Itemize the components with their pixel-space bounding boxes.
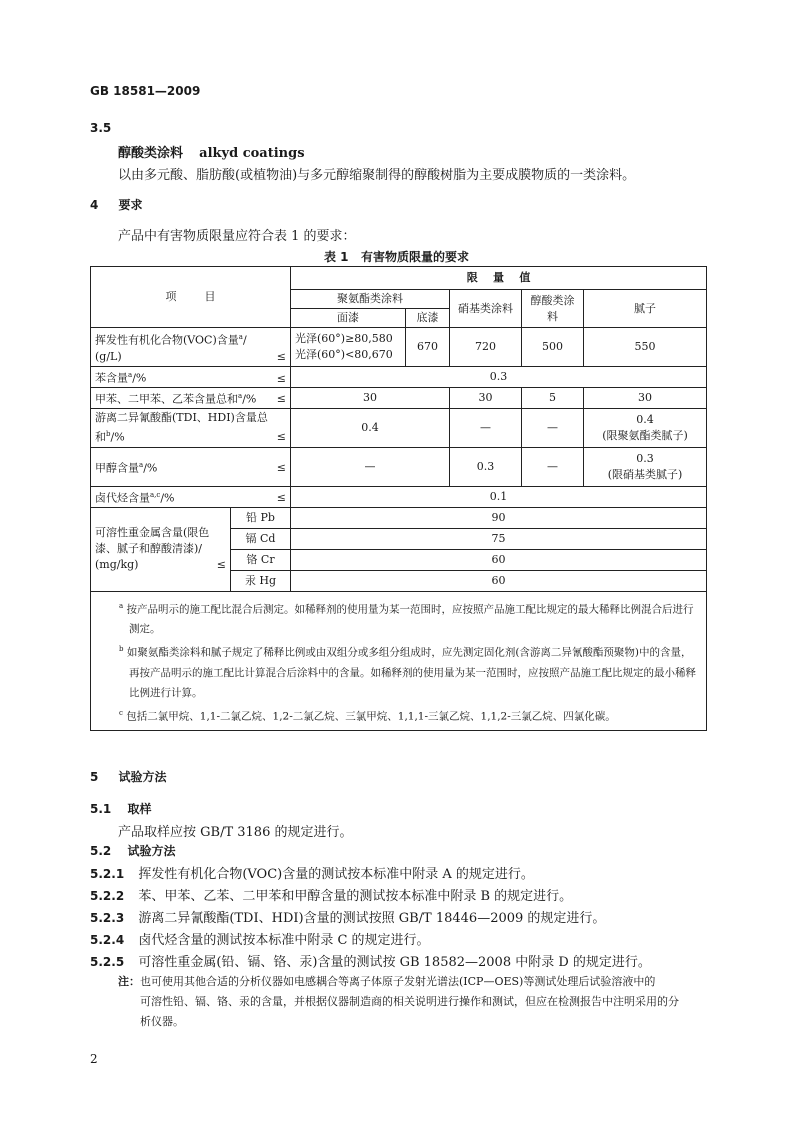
voc-label-line1: 挥发性有机化合物(VOC)含量 [95, 333, 239, 347]
section-5-1-title: 取样 [127, 802, 152, 816]
halogenated-le: ≤ [276, 491, 287, 505]
toluene-putty: 30 [584, 387, 707, 408]
table-row-toluene [91, 387, 707, 408]
voc-alkyd: 500 [522, 328, 584, 367]
clause-text: 苯、甲苯、乙苯、二甲苯和甲醇含量的测试按本标准中附录 B 的规定进行。 [138, 889, 573, 904]
footnote-c [119, 703, 700, 727]
toluene-le: ≤ [276, 392, 287, 406]
footnote-b-text: 如聚氨酯类涂料和腻子规定了稀释比例或由双组分或多组分组成时，应先测定固化剂(含游离二异氰酸酯预聚物)中的含量，再按产品明示的施工配比计算混合后涂料中的含量。如稀释剂的使用量为某一范围时，应按照产品施工配比规定的最小稀释比例进行计算。 [126, 646, 696, 699]
tdi-nitro: — [450, 408, 522, 447]
footnote-b [119, 639, 700, 703]
tdi-le: ≤ [276, 430, 287, 444]
tdi-label-line1: 游离二异氰酸酯(TDI、HDI)含量总 [95, 410, 268, 424]
standard-id: GB 18581—2009 [90, 84, 201, 98]
halogenated-label: 卤代烃含量 [95, 491, 150, 505]
clause-number: 5.2.2 [90, 889, 125, 903]
methanol-putty-value: 0.3 [636, 451, 654, 465]
halogenated-unit: /% [160, 491, 175, 505]
header-nitro: 硝基类涂料 [450, 290, 522, 328]
clause-text: 挥发性有机化合物(VOC)含量的测试按本标准中附录 A 的规定进行。 [138, 867, 534, 882]
footnote-a [119, 596, 700, 640]
table-row-tdi [91, 408, 707, 447]
section-4-intro: 产品中有害物质限量应符合表 1 的要求： [118, 229, 356, 244]
toluene-unit: /% [242, 392, 257, 406]
toluene-label: 甲苯、二甲苯、乙苯含量总和 [95, 392, 238, 406]
section-5-1-heading [90, 800, 151, 817]
note [118, 972, 679, 1032]
row-voc-label [91, 328, 291, 367]
methanol-putty-note: (限硝基类腻子) [607, 467, 683, 481]
metal-mercury-value: 60 [291, 570, 707, 591]
methanol-nitro: 0.3 [450, 447, 522, 486]
metal-lead: 铅 Pb [231, 507, 291, 528]
row-benzene-label [91, 367, 291, 388]
table-footnotes [91, 591, 707, 731]
footnote-c-text: 包括二氯甲烷、1,1-二氯乙烷、1,2-二氯乙烷、三氯甲烷、1,1,1-三氯乙烷、1,1,2-三氯乙烷、四氯化碳。 [126, 710, 616, 723]
section-5-2-title: 试验方法 [127, 844, 176, 858]
limits-table [90, 266, 707, 731]
halogenated-value: 0.1 [291, 486, 707, 507]
section-4-title: 要求 [118, 198, 143, 212]
toluene-nitro: 30 [450, 387, 522, 408]
methanol-label: 甲醇含量 [95, 461, 139, 475]
voc-primer: 670 [406, 328, 450, 367]
voc-putty: 550 [584, 328, 707, 367]
methanol-le: ≤ [276, 461, 287, 475]
note-line1: 也可使用其他合适的分析仪器如电感耦合等离子体原子发射光谱法(ICP—OES)等测试处理后试验溶液中的 [140, 975, 656, 988]
note-line3: 析仪器。 [140, 1015, 184, 1028]
methanol-pu: — [291, 447, 450, 486]
footnote-b-mark: b [119, 645, 124, 654]
section-5-title: 试验方法 [118, 770, 167, 784]
clause-number: 5.2.4 [90, 933, 125, 947]
voc-unit: (g/L) [95, 349, 122, 363]
methanol-unit: /% [143, 461, 158, 475]
metal-lead-value: 90 [291, 507, 707, 528]
section-4-heading [90, 196, 143, 213]
section-5-1-text: 产品取样应按 GB/T 3186 的规定进行。 [118, 825, 353, 840]
header-item: 项 目 [91, 267, 291, 328]
benzene-le: ≤ [276, 371, 287, 385]
footnotes-cell [91, 591, 707, 731]
voc-slash: / [242, 333, 247, 347]
header-putty: 腻子 [584, 290, 707, 328]
table-row-voc [91, 328, 707, 367]
note-line2: 可溶性铅、镉、铬、汞的含量，并根据仪器制造商的相关说明进行操作和测试，但应在检测报告中注明采用的分 [140, 995, 679, 1008]
voc-sup: a [238, 333, 243, 342]
tdi-alkyd: — [522, 408, 584, 447]
header-limit: 限 量 值 [291, 267, 707, 290]
header-primer: 底漆 [406, 309, 450, 328]
note-label: 注： [118, 975, 140, 988]
table-row-lead [91, 507, 707, 528]
benzene-value: 0.3 [291, 367, 707, 388]
clause-number: 5.2.5 [90, 955, 125, 969]
clause-5-2-4 [90, 929, 430, 948]
table-row-methanol [91, 447, 707, 486]
tdi-putty-value: 0.4 [636, 412, 654, 426]
footnote-c-mark: c [119, 708, 123, 717]
section-4-number: 4 [90, 198, 99, 212]
row-halogenated-label [91, 486, 291, 507]
row-methanol-label [91, 447, 291, 486]
tdi-putty-note: (限聚氨酯类腻子) [602, 428, 688, 442]
metal-chromium-value: 60 [291, 549, 707, 570]
section-5-2-number: 5.2 [90, 844, 112, 858]
header-pu: 聚氨酯类涂料 [291, 290, 450, 309]
clause-5-2-1 [90, 863, 534, 882]
table-row-benzene [91, 367, 707, 388]
metal-chromium: 铬 Cr [231, 549, 291, 570]
metal-cadmium-value: 75 [291, 528, 707, 549]
heavy-metals-line1: 可溶性重金属含量(限色 [95, 526, 210, 540]
toluene-sup: a [238, 391, 243, 400]
section-5-1-number: 5.1 [90, 802, 112, 816]
section-5-2-heading [90, 842, 175, 859]
clause-5-2-3 [90, 907, 605, 926]
clause-number: 5.2.3 [90, 911, 125, 925]
clause-5-2-5 [90, 951, 651, 970]
voc-gloss-high: 光泽(60°)≥80,580 [295, 332, 393, 345]
clause-text: 卤代烃含量的测试按本标准中附录 C 的规定进行。 [138, 933, 430, 948]
voc-topcoat [291, 328, 406, 367]
metal-mercury: 汞 Hg [231, 570, 291, 591]
toluene-pu: 30 [291, 387, 450, 408]
heavy-metals-le: ≤ [216, 558, 226, 572]
term-definition: 以由多元酸、脂肪酸(或植物油)与多元醇缩聚制得的醇酸树脂为主要成膜物质的一类涂料。 [118, 168, 636, 183]
row-toluene-label [91, 387, 291, 408]
section-3-5-number: 3.5 [90, 121, 112, 135]
voc-nitro: 720 [450, 328, 522, 367]
table-row-halogenated [91, 486, 707, 507]
footnote-a-text: 按产品明示的施工配比混合后测定。如稀释剂的使用量为某一范围时，应按照产品施工配比规定的最大稀释比例混合后进行测定。 [126, 603, 694, 636]
clause-number: 5.2.1 [90, 867, 125, 881]
benzene-label: 苯含量 [95, 371, 128, 385]
halogenated-sup: a,c [150, 490, 161, 499]
row-heavy-metals-label [91, 507, 231, 591]
footnote-a-mark: a [119, 601, 124, 610]
tdi-unit: /% [110, 430, 125, 444]
methanol-alkyd: — [522, 447, 584, 486]
methanol-putty [584, 447, 707, 486]
benzene-sup: a [128, 371, 133, 379]
term-cn: 醇酸类涂料 [118, 146, 184, 161]
heavy-metals-line2: 漆、腻子和醇酸清漆)/ [95, 542, 202, 556]
heavy-metals-unit: (mg/kg) [95, 558, 139, 572]
clause-5-2-2 [90, 885, 572, 904]
voc-le: ≤ [276, 349, 287, 363]
voc-gloss-low: 光泽(60°)<80,670 [295, 348, 393, 361]
clause-text: 可溶性重金属(铅、镉、铬、汞)含量的测试按 GB 18582—2008 中附录 D 的规定进行。 [138, 955, 651, 970]
page-number: 2 [90, 1052, 98, 1066]
tdi-putty [584, 408, 707, 447]
tdi-pu: 0.4 [291, 408, 450, 447]
metal-cadmium: 镉 Cd [231, 528, 291, 549]
methanol-sup: a [139, 460, 144, 469]
tdi-sup: b [106, 429, 111, 438]
header-alkyd: 醇酸类涂料 [522, 290, 584, 328]
benzene-unit: /% [132, 371, 147, 385]
row-tdi-label [91, 408, 291, 447]
toluene-alkyd: 5 [522, 387, 584, 408]
tdi-label-line2: 和 [95, 430, 106, 444]
clause-text: 游离二异氰酸酯(TDI、HDI)含量的测试按照 GB/T 18446—2009 的规定进行。 [138, 911, 606, 926]
table-caption: 表 1 有害物质限量的要求 [323, 250, 470, 264]
section-5-number: 5 [90, 770, 99, 784]
header-topcoat: 面漆 [291, 309, 406, 328]
term-heading [118, 142, 305, 161]
section-5-heading [90, 768, 167, 785]
term-en: alkyd coatings [199, 146, 305, 161]
